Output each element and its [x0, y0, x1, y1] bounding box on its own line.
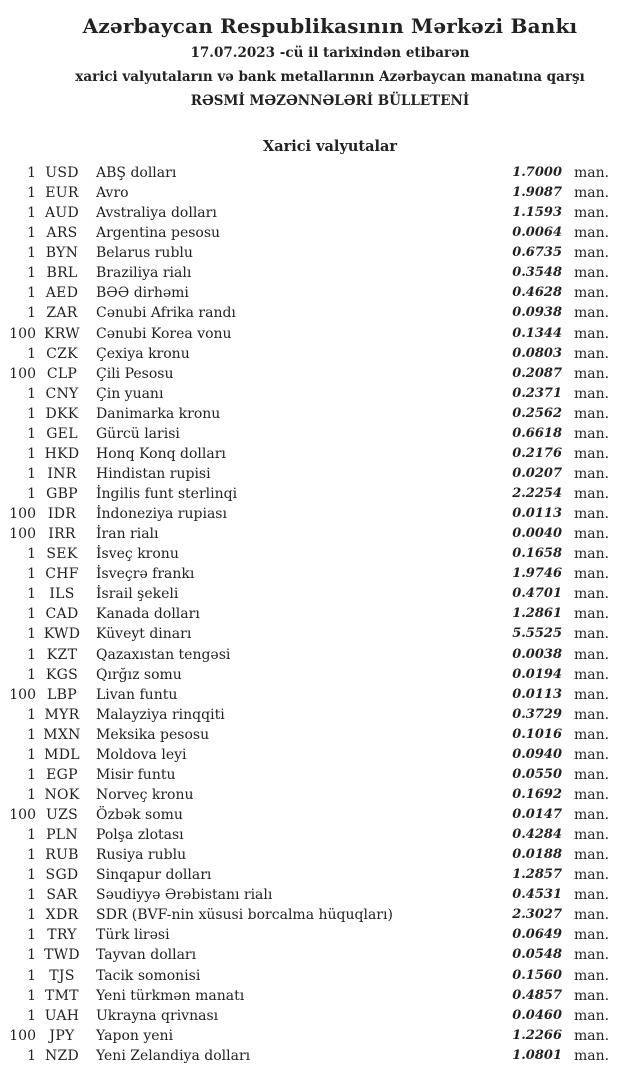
unit-label: man.: [574, 1047, 610, 1064]
rate-row: [0, 424, 620, 444]
rate-row: [0, 745, 620, 765]
unit-label: man.: [574, 766, 610, 783]
currency-name: Misir funtu: [96, 766, 176, 783]
quantity: 1: [27, 566, 36, 583]
currency-name: Ukrayna qrivnası: [96, 1007, 219, 1024]
quantity: 1: [27, 827, 36, 844]
quantity: 1: [27, 405, 36, 422]
rate-row: [0, 384, 620, 404]
rate-row: [0, 444, 620, 464]
rate-value: 0.3729: [512, 706, 562, 722]
currency-code: SAR: [46, 887, 78, 904]
quantity: 100: [9, 506, 36, 523]
quantity: 1: [27, 586, 36, 603]
quantity: 1: [27, 867, 36, 884]
quantity: 1: [27, 766, 36, 783]
rate-value: 2.2254: [512, 486, 562, 501]
bank-title: Azərbaycan Respublikasının Mərkəzi Bankı: [82, 14, 578, 38]
quantity: 1: [27, 445, 36, 462]
rate-value: 0.0113: [512, 506, 562, 522]
quantity: 1: [27, 265, 36, 282]
unit-label: man.: [574, 987, 610, 1004]
unit-label: man.: [574, 967, 610, 984]
quantity: 100: [9, 365, 36, 382]
quantity: 1: [27, 987, 36, 1004]
rate-value: 0.0548: [512, 947, 562, 963]
rate-value: 1.9087: [512, 185, 562, 201]
currency-code: UZS: [45, 807, 79, 823]
currency-code: KRW: [44, 325, 80, 342]
currency-name: Argentina pesosu: [96, 225, 221, 242]
unit-label: man.: [574, 686, 610, 703]
rate-row: [0, 905, 620, 925]
quantity: 1: [27, 947, 36, 964]
currency-name: Çili Pesosu: [96, 365, 174, 382]
rate-value: 0.0649: [512, 927, 562, 943]
currency-name: Meksika pesosu: [96, 726, 210, 743]
unit-label: man.: [574, 245, 610, 262]
currency-name: İsveçrə frankı: [96, 566, 195, 583]
unit-label: man.: [574, 746, 610, 763]
rates-table: [0, 163, 620, 1066]
unit-label: man.: [574, 807, 610, 823]
rate-row: [0, 183, 620, 203]
currency-code: GEL: [46, 425, 78, 442]
quantity: 1: [27, 646, 36, 663]
section-title-foreign-currencies: Xarici valyutalar: [262, 138, 398, 155]
rate-value: 0.0194: [512, 666, 562, 682]
currency-name: Səudiyyə Ərəbistanı rialı: [96, 887, 273, 904]
currency-code: MYR: [44, 706, 80, 723]
currency-code: USD: [45, 165, 79, 181]
currency-code: KZT: [46, 646, 78, 663]
quantity: 1: [27, 245, 36, 262]
currency-code: TMT: [45, 987, 79, 1004]
currency-code: HKD: [44, 445, 80, 462]
unit-label: man.: [574, 786, 610, 803]
rate-row: [0, 885, 620, 905]
quantity: 1: [27, 546, 36, 563]
rate-value: 2.3027: [512, 907, 562, 923]
rate-row: [0, 524, 620, 544]
rate-value: 0.1560: [512, 967, 562, 983]
currency-name: İran rialı: [96, 526, 159, 543]
unit-label: man.: [574, 445, 610, 462]
currency-name: Tayvan dolları: [96, 947, 197, 964]
rate-row: [0, 1026, 620, 1046]
rate-row: [0, 624, 620, 644]
currency-name: Yeni türkmən manatı: [96, 987, 245, 1004]
currency-code: CZK: [46, 345, 78, 362]
quantity: 1: [27, 425, 36, 442]
rate-row: [0, 845, 620, 865]
currency-name: Özbək somu: [96, 807, 183, 823]
currency-name: Livan funtu: [96, 686, 178, 703]
rate-value: 0.4857: [512, 987, 562, 1003]
currency-name: Qazaxıstan tengəsi: [96, 646, 231, 663]
currency-code: CHF: [45, 566, 79, 583]
unit-label: man.: [574, 265, 610, 282]
subject-line: xarici valyutaların və bank metallarının Azərbaycan manatına qarşı: [75, 69, 585, 85]
rate-value: 0.1344: [512, 325, 562, 341]
currency-name: Kanada dolları: [96, 606, 200, 623]
currency-name: Polşa zlotası: [96, 827, 184, 844]
currency-name: Norveç kronu: [96, 786, 194, 803]
rate-row: [0, 564, 620, 584]
rate-row: [0, 765, 620, 785]
currency-name: İsveç kronu: [96, 546, 179, 563]
quantity: 1: [27, 887, 36, 904]
quantity: 1: [27, 706, 36, 723]
rate-value: 0.0064: [512, 225, 562, 241]
rate-row: [0, 604, 620, 624]
unit-label: man.: [574, 325, 610, 342]
currency-code: KWD: [43, 626, 81, 643]
quantity: 1: [27, 285, 36, 302]
rate-row: [0, 243, 620, 263]
rate-value: 0.4284: [512, 827, 562, 843]
rate-row: [0, 865, 620, 885]
rate-row: [0, 1046, 620, 1066]
currency-code: TRY: [47, 927, 77, 944]
rate-row: [0, 925, 620, 945]
unit-label: man.: [574, 205, 610, 222]
currency-code: TWD: [44, 947, 80, 964]
rate-row: [0, 705, 620, 725]
currency-code: NOK: [44, 786, 80, 803]
currency-code: SGD: [45, 867, 79, 884]
rate-value: 0.1016: [512, 726, 562, 742]
rate-value: 0.4531: [512, 887, 562, 903]
currency-name: ABŞ dolları: [96, 165, 177, 181]
rate-row: [0, 725, 620, 745]
unit-label: man.: [574, 706, 610, 723]
currency-name: Gürcü larisi: [96, 425, 180, 442]
currency-code: CNY: [45, 385, 79, 402]
rate-value: 0.0550: [512, 766, 562, 782]
rate-row: [0, 203, 620, 223]
currency-code: EGP: [46, 766, 78, 783]
currency-name: İndoneziya rupiası: [96, 506, 227, 523]
rate-value: 0.2176: [512, 445, 562, 461]
quantity: 100: [9, 1027, 36, 1044]
currency-name: Çexiya kronu: [96, 345, 190, 362]
currency-name: SDR (BVF-nin xüsusi borcalma hüquqları): [96, 907, 393, 924]
unit-label: man.: [574, 405, 610, 422]
rate-row: [0, 364, 620, 384]
unit-label: man.: [574, 225, 610, 242]
rate-value: 0.2087: [512, 365, 562, 381]
rate-row: [0, 504, 620, 524]
currency-code: IRR: [48, 526, 76, 543]
rate-value: 1.9746: [512, 566, 562, 582]
quantity: 100: [9, 526, 36, 543]
unit-label: man.: [574, 666, 610, 683]
unit-label: man.: [574, 165, 610, 181]
rate-value: 0.1658: [512, 546, 562, 562]
rate-value: 0.6618: [512, 425, 562, 441]
currency-code: IDR: [47, 506, 77, 523]
currency-name: BƏƏ dirhəmi: [96, 285, 189, 302]
rate-row: [0, 825, 620, 845]
unit-label: man.: [574, 385, 610, 402]
quantity: 1: [27, 847, 36, 864]
quantity: 1: [27, 746, 36, 763]
rate-row: [0, 584, 620, 604]
quantity: 1: [27, 786, 36, 803]
rate-value: 0.0803: [512, 345, 562, 361]
currency-name: Hindistan rupisi: [96, 465, 211, 482]
rate-value: 0.0040: [512, 526, 562, 542]
rate-value: 0.0207: [512, 465, 562, 481]
quantity: 1: [27, 185, 36, 202]
rate-row: [0, 685, 620, 705]
unit-label: man.: [574, 887, 610, 904]
unit-label: man.: [574, 345, 610, 362]
currency-code: ARS: [46, 225, 78, 242]
unit-label: man.: [574, 847, 610, 864]
currency-name: Avstraliya dolları: [96, 205, 217, 222]
currency-name: Honq Konq dolları: [96, 445, 226, 462]
quantity: 1: [27, 486, 36, 502]
rate-value: 0.2371: [512, 385, 562, 401]
quantity: 1: [27, 666, 36, 683]
unit-label: man.: [574, 305, 610, 322]
rate-row: [0, 263, 620, 283]
quantity: 1: [27, 165, 36, 181]
rate-value: 1.2266: [512, 1027, 562, 1043]
quantity: 1: [27, 1047, 36, 1064]
rate-value: 0.0188: [512, 847, 562, 863]
unit-label: man.: [574, 626, 610, 643]
currency-code: ZAR: [46, 305, 78, 322]
rate-row: [0, 484, 620, 504]
currency-name: Malayziya rinqqiti: [96, 706, 225, 723]
currency-name: Tacik somonisi: [96, 967, 201, 984]
currency-code: BRL: [46, 265, 78, 282]
currency-code: XDR: [45, 907, 79, 924]
currency-code: LBP: [47, 686, 77, 703]
quantity: 1: [27, 626, 36, 643]
currency-name: Rusiya rublu: [96, 847, 187, 864]
currency-code: CAD: [45, 606, 79, 623]
unit-label: man.: [574, 726, 610, 743]
rate-row: [0, 324, 620, 344]
unit-label: man.: [574, 947, 610, 964]
quantity: 1: [27, 927, 36, 944]
currency-code: TJS: [49, 967, 75, 984]
rate-row: [0, 344, 620, 364]
quantity: 1: [27, 967, 36, 984]
currency-name: Cənubi Afrika randı: [96, 305, 236, 322]
rate-row: [0, 645, 620, 665]
rate-row: [0, 986, 620, 1006]
unit-label: man.: [574, 465, 610, 482]
currency-code: AED: [45, 285, 79, 302]
unit-label: man.: [574, 907, 610, 924]
rate-row: [0, 665, 620, 685]
unit-label: man.: [574, 867, 610, 884]
currency-code: ILS: [49, 586, 75, 603]
currency-name: Yapon yeni: [96, 1027, 174, 1044]
unit-label: man.: [574, 1007, 610, 1024]
currency-code: INR: [47, 465, 77, 482]
currency-code: BYN: [45, 245, 79, 262]
currency-code: AUD: [44, 205, 80, 222]
currency-name: Çin yuanı: [96, 385, 164, 402]
rate-value: 1.0801: [512, 1047, 562, 1063]
bulletin-title: RƏSMİ MƏZƏNNƏLƏRİ BÜLLETENİ: [190, 93, 470, 109]
quantity: 1: [27, 305, 36, 322]
unit-label: man.: [574, 425, 610, 442]
unit-label: man.: [574, 486, 610, 502]
rate-value: 0.0147: [512, 807, 562, 822]
unit-label: man.: [574, 546, 610, 563]
unit-label: man.: [574, 526, 610, 543]
currency-code: RUB: [45, 847, 79, 864]
currency-name: Cənubi Korea vonu: [96, 325, 232, 342]
rate-value: 0.0938: [512, 305, 562, 321]
rate-value: 1.2857: [512, 867, 562, 883]
rate-value: 0.0113: [512, 686, 562, 702]
rate-row: [0, 785, 620, 805]
rate-value: 0.4701: [512, 586, 562, 602]
rate-value: 0.2562: [512, 405, 562, 421]
rate-value: 1.1593: [512, 205, 562, 221]
currency-name: Danimarka kronu: [96, 405, 221, 422]
rate-row: [0, 1006, 620, 1026]
rate-value: 0.4628: [512, 285, 562, 301]
rate-row: [0, 283, 620, 303]
currency-code: DKK: [45, 405, 79, 422]
rate-value: 1.7000: [512, 165, 562, 180]
currency-name: Belarus rublu: [96, 245, 193, 262]
rate-row: [0, 544, 620, 564]
unit-label: man.: [574, 566, 610, 583]
rate-value: 0.6735: [512, 245, 562, 261]
rate-value: 5.5525: [512, 626, 562, 642]
currency-code: NZD: [44, 1047, 80, 1064]
currency-name: Küveyt dinarı: [96, 626, 192, 643]
rate-row: [0, 223, 620, 243]
rate-value: 0.0460: [512, 1007, 562, 1023]
bulletin-header: [0, 0, 620, 113]
unit-label: man.: [574, 285, 610, 302]
quantity: 1: [27, 606, 36, 623]
unit-label: man.: [574, 927, 610, 944]
rate-row: [0, 163, 620, 183]
currency-name: Türk lirəsi: [96, 927, 170, 944]
currency-name: Qırğız somu: [96, 666, 182, 683]
quantity: 1: [27, 345, 36, 362]
rate-value: 0.3548: [512, 265, 562, 281]
quantity: 100: [9, 325, 36, 342]
quantity: 1: [27, 1007, 36, 1024]
unit-label: man.: [574, 506, 610, 523]
rate-value: 0.0940: [512, 746, 562, 762]
unit-label: man.: [574, 606, 610, 623]
currency-code: EUR: [45, 185, 79, 202]
rate-row: [0, 404, 620, 424]
currency-name: İngilis funt sterlinqi: [96, 486, 238, 502]
currency-code: UAH: [44, 1007, 80, 1024]
effective-date-line: 17.07.2023 -cü il tarixindən etibarən: [190, 45, 470, 61]
currency-code: JPY: [49, 1027, 75, 1044]
unit-label: man.: [574, 1027, 610, 1044]
quantity: 1: [27, 225, 36, 242]
unit-label: man.: [574, 586, 610, 603]
currency-name: Braziliya rialı: [96, 265, 192, 282]
rate-row: [0, 464, 620, 484]
rate-row: [0, 303, 620, 323]
currency-code: CLP: [46, 365, 78, 382]
rate-row: [0, 805, 620, 825]
currency-name: Yeni Zelandiya dolları: [96, 1047, 251, 1064]
quantity: 1: [27, 907, 36, 924]
currency-name: Moldova leyi: [96, 746, 187, 763]
quantity: 100: [9, 807, 36, 823]
currency-code: MDL: [44, 746, 80, 763]
rate-value: 1.2861: [512, 606, 562, 622]
unit-label: man.: [574, 646, 610, 663]
rate-row: [0, 966, 620, 986]
currency-code: SEK: [46, 546, 78, 563]
currency-code: GBP: [46, 486, 78, 502]
currency-code: PLN: [46, 827, 78, 844]
currency-code: KGS: [45, 666, 79, 683]
currency-name: İsrail şekeli: [96, 586, 179, 603]
rate-value: 0.1692: [512, 786, 562, 802]
quantity: 100: [9, 686, 36, 703]
rate-row: [0, 945, 620, 965]
unit-label: man.: [574, 185, 610, 202]
unit-label: man.: [574, 365, 610, 382]
currency-name: Avro: [96, 185, 129, 202]
rate-value: 0.0038: [512, 646, 562, 662]
currency-name: Sinqapur dolları: [96, 867, 212, 884]
currency-code: MXN: [43, 726, 81, 743]
quantity: 1: [27, 726, 36, 743]
quantity: 1: [27, 465, 36, 482]
quantity: 1: [27, 205, 36, 222]
quantity: 1: [27, 385, 36, 402]
unit-label: man.: [574, 827, 610, 844]
